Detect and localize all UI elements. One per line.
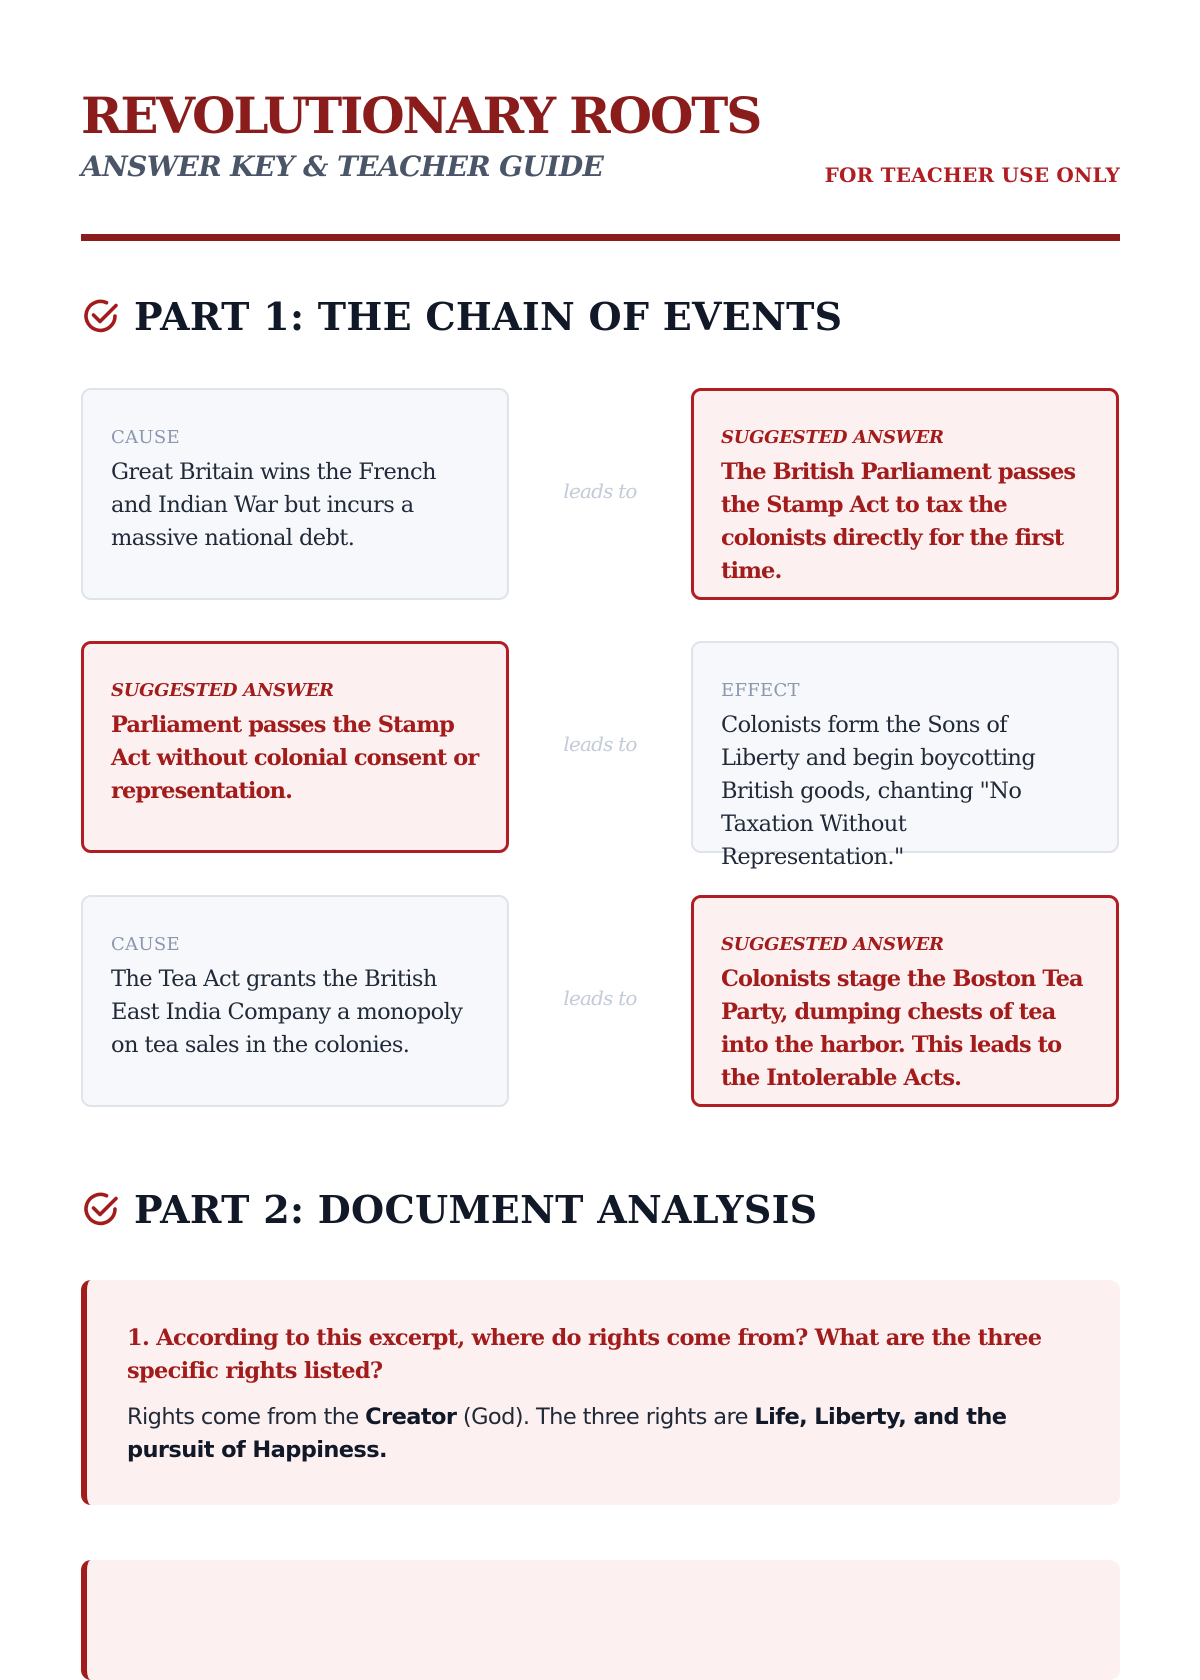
card-text: The Tea Act grants the British East India Company a monopoly on tea sales in the colonies. (111, 966, 463, 1058)
answer-text (127, 1401, 1080, 1467)
card-label: EFFECT (721, 680, 800, 701)
suggested-answer-card (691, 388, 1119, 600)
card-label: CAUSE (111, 934, 180, 955)
leads-to-connector: leads to (563, 479, 637, 503)
card-label: SUGGESTED ANSWER (721, 427, 944, 448)
suggested-answer-card (81, 641, 509, 853)
card-text: Colonists form the Sons of Liberty and begin boycotting British goods, chanting "No Taxation Without Representation." (721, 712, 1036, 870)
card-label: CAUSE (111, 427, 180, 448)
card-text: Colonists stage the Boston Tea Party, dumping chests of tea into the harbor. This leads to the Intolerable Acts. (721, 966, 1083, 1091)
effect-card (691, 641, 1119, 870)
cause-card (81, 895, 509, 1107)
card-label: SUGGESTED ANSWER (111, 680, 334, 701)
page-header (81, 86, 1120, 241)
answer-segment: (God). The three rights are (456, 1404, 755, 1430)
part2-heading (81, 1187, 817, 1231)
teacher-only-badge: FOR TEACHER USE ONLY (824, 163, 1120, 187)
part1-title: PART 1: THE CHAIN OF EVENTS (134, 293, 843, 339)
document-question-2 (81, 1560, 1120, 1680)
chain-row (81, 388, 1120, 600)
check-circle-icon (81, 296, 121, 336)
leads-to-connector: leads to (563, 732, 637, 756)
suggested-answer-card (691, 895, 1119, 1107)
answer-emphasis: Creator (365, 1404, 457, 1430)
answer-segment: Rights come from the (127, 1404, 366, 1430)
card-text: The British Parliament passes the Stamp Act to tax the colonists directly for the first time. (721, 459, 1076, 584)
part1-heading (81, 294, 842, 338)
header-divider (81, 234, 1120, 241)
question-text: 1. According to this excerpt, where do rights come from? What are the three specific rights listed? (127, 1325, 1042, 1384)
page-title: REVOLUTIONARY ROOTS (81, 86, 761, 145)
cause-card (81, 388, 509, 600)
document-question-1 (81, 1280, 1120, 1505)
card-text: Great Britain wins the French and Indian War but incurs a massive national debt. (111, 459, 436, 551)
chain-row (81, 895, 1120, 1107)
card-text: Parliament passes the Stamp Act without colonial consent or representation. (111, 712, 479, 804)
chain-row (81, 641, 1120, 870)
leads-to-connector: leads to (563, 986, 637, 1010)
answer-emphasis: Life, Liberty, and the pursuit of Happiness. (127, 1404, 1007, 1463)
page-subtitle: ANSWER KEY & TEACHER GUIDE (81, 150, 604, 183)
card-label: SUGGESTED ANSWER (721, 934, 944, 955)
part2-title: PART 2: DOCUMENT ANALYSIS (134, 1186, 818, 1232)
check-circle-icon (81, 1189, 121, 1229)
